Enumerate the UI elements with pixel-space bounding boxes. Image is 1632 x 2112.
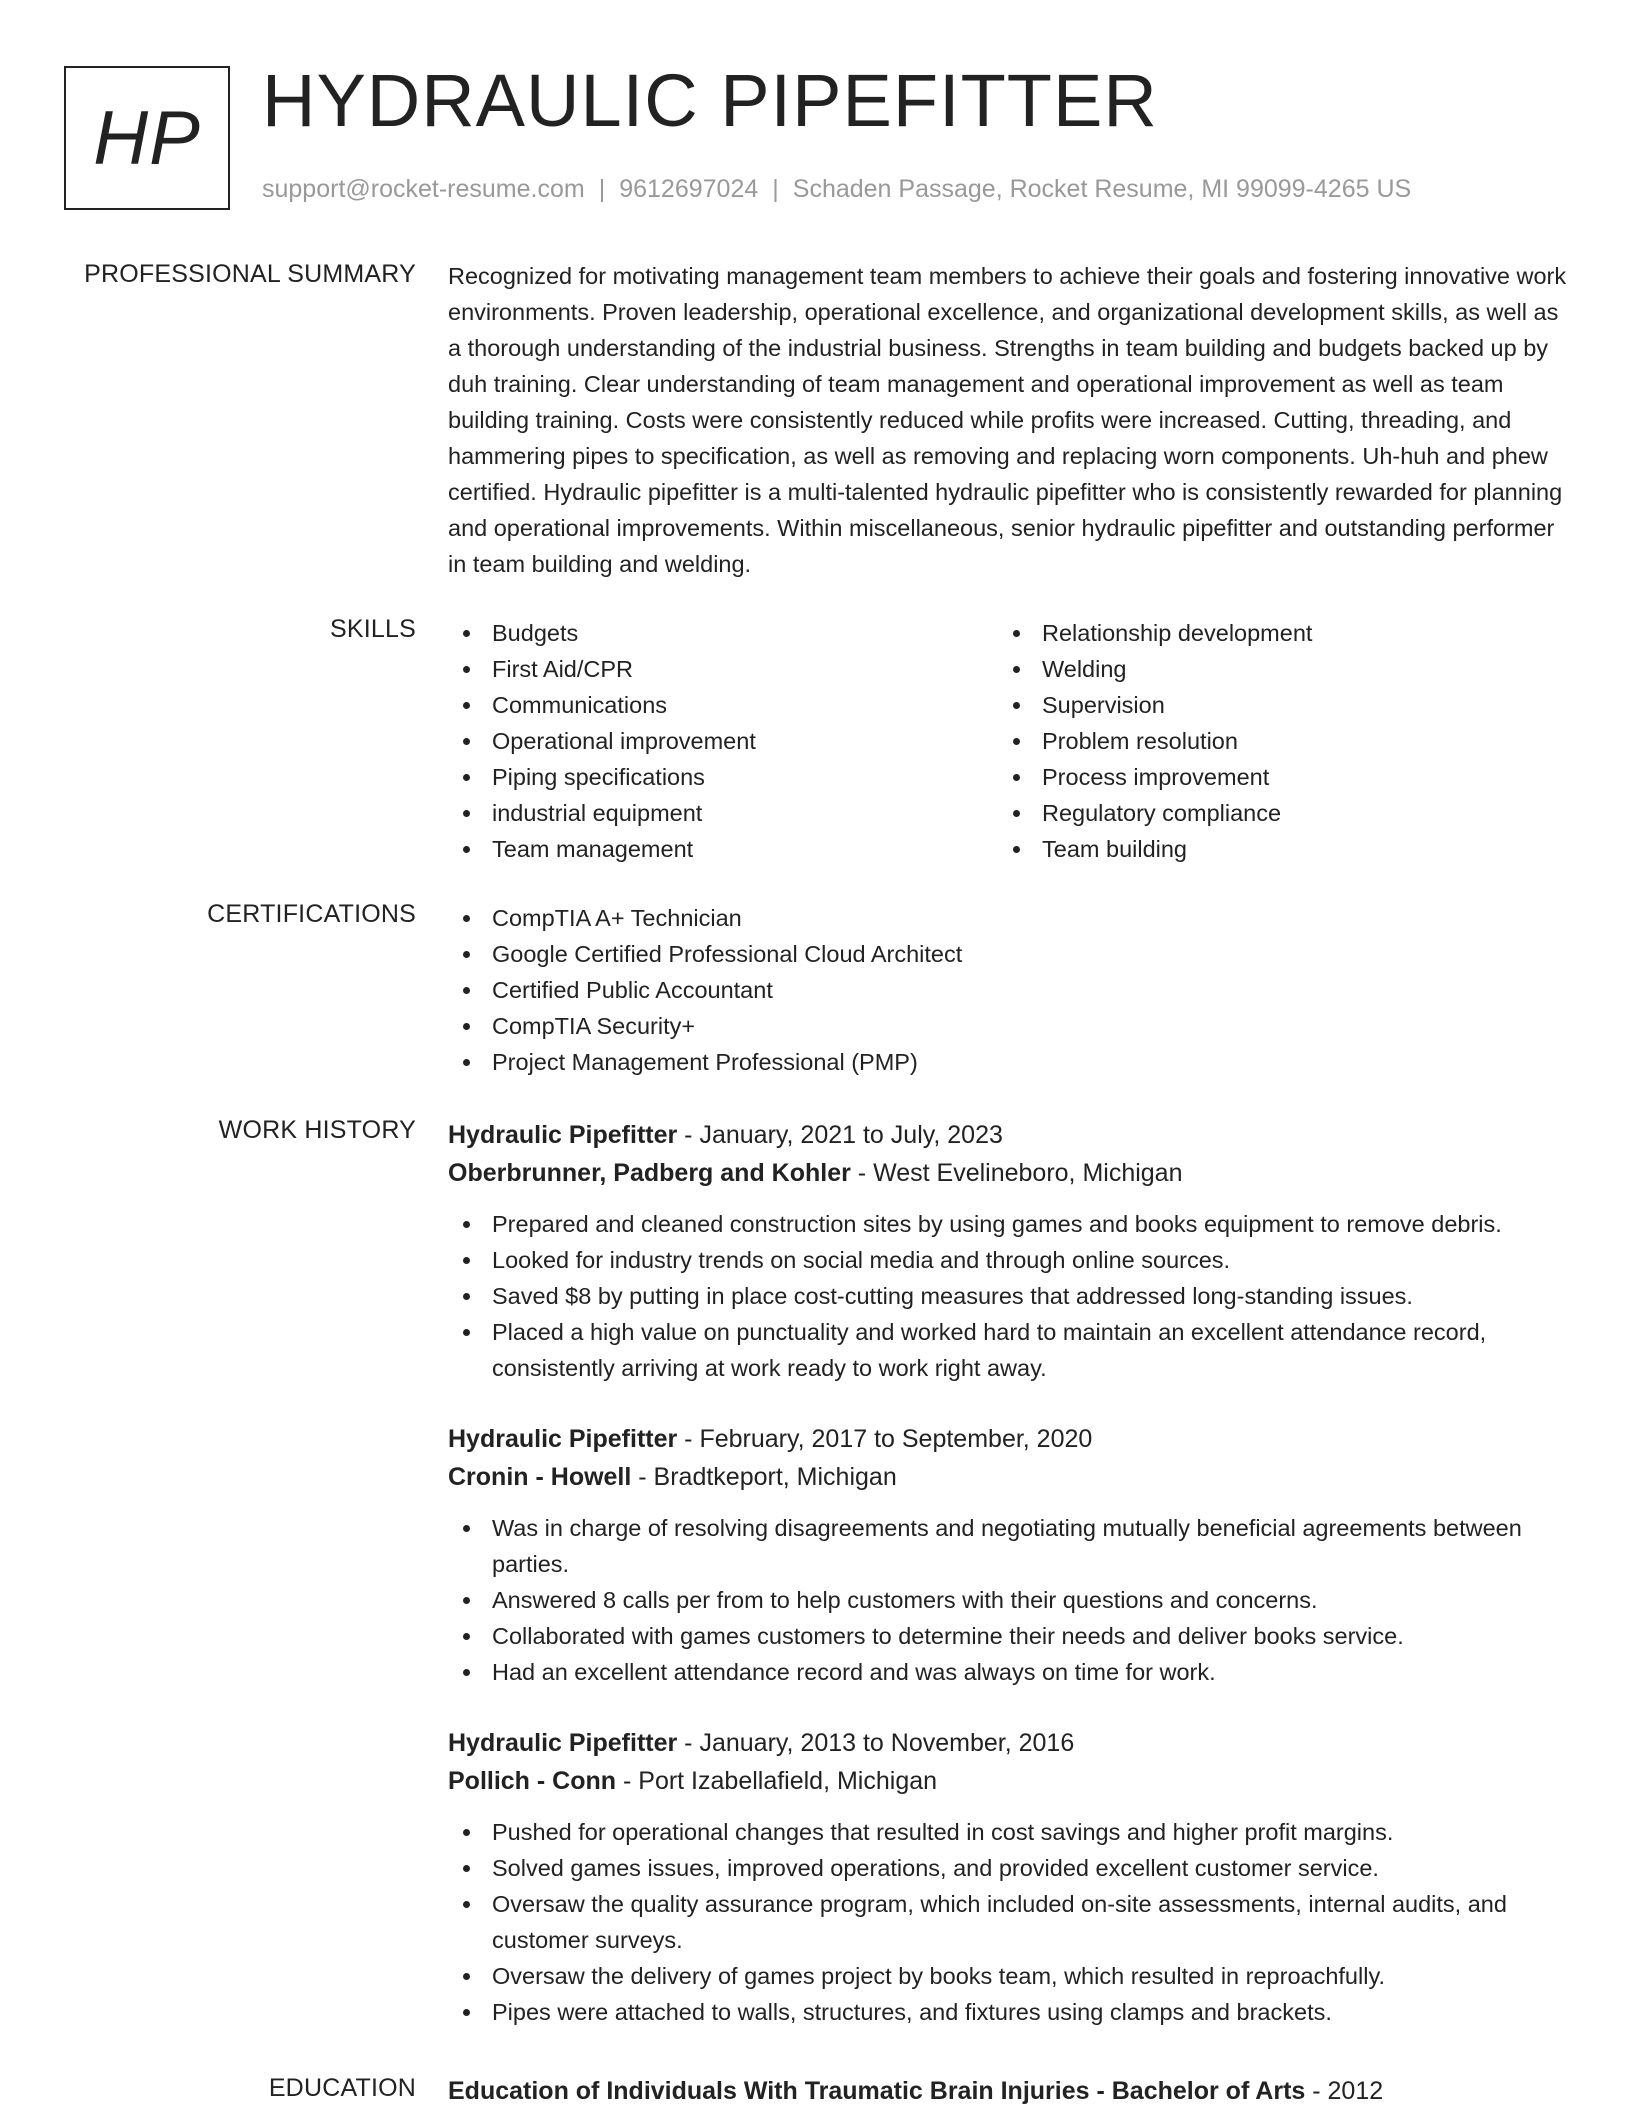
contact-separator: | <box>772 175 779 203</box>
job-entry <box>448 1116 1568 1386</box>
education-degree: Education of Individuals With Traumatic Brain Injuries - Bachelor of Arts <box>448 2077 1306 2105</box>
skill-item: Operational improvement <box>448 723 998 759</box>
job-company: Cronin - Howell <box>448 1463 632 1491</box>
work-history-body <box>448 1116 1568 2030</box>
job-duties-list <box>448 1206 1568 1386</box>
skill-item: Communications <box>448 687 998 723</box>
job-company-line <box>448 1458 1568 1496</box>
skills-heading: SKILLS <box>330 615 416 643</box>
certification-item: CompTIA Security+ <box>448 1008 1568 1044</box>
job-dates: - February, 2017 to September, 2020 <box>677 1425 1093 1453</box>
contact-address: Schaden Passage, Rocket Resume, MI 99099-4265 US <box>792 175 1412 203</box>
skill-item: Team building <box>998 831 1548 867</box>
job-company-line <box>448 1154 1568 1192</box>
job-title-line <box>448 1420 1568 1458</box>
monogram-box <box>64 66 230 210</box>
job-title-line <box>448 1724 1568 1762</box>
skill-item: Regulatory compliance <box>998 795 1548 831</box>
job-title-line <box>448 1116 1568 1154</box>
job-company: Oberbrunner, Padberg and Kohler <box>448 1159 851 1187</box>
skill-item: industrial equipment <box>448 795 998 831</box>
job-dates: - January, 2013 to November, 2016 <box>677 1729 1075 1757</box>
job-duty-item: Answered 8 calls per from to help customers with their questions and concerns. <box>448 1582 1568 1618</box>
certification-item: Google Certified Professional Cloud Architect <box>448 936 1568 972</box>
job-duty-item: Looked for industry trends on social media and through online sources. <box>448 1242 1568 1278</box>
job-duty-item: Oversaw the quality assurance program, which included on-site assessments, internal audits, and customer surveys. <box>448 1886 1568 1958</box>
skill-item: Relationship development <box>998 615 1548 651</box>
job-duty-item: Was in charge of resolving disagreements and negotiating mutually beneficial agreements between parties. <box>448 1510 1568 1582</box>
certification-item: Project Management Professional (PMP) <box>448 1044 1568 1080</box>
skill-item: Piping specifications <box>448 759 998 795</box>
skill-item: Supervision <box>998 687 1548 723</box>
job-title: Hydraulic Pipefitter <box>448 1729 678 1757</box>
job-entry <box>448 1420 1568 1690</box>
certifications-body <box>448 900 1568 1080</box>
job-location: - Port Izabellafield, Michigan <box>616 1767 938 1795</box>
skill-item: Problem resolution <box>998 723 1548 759</box>
job-duties-list <box>448 1510 1568 1690</box>
job-location: - West Evelineboro, Michigan <box>850 1159 1183 1187</box>
job-duty-item: Saved $8 by putting in place cost-cutting measures that addressed long-standing issues. <box>448 1278 1568 1314</box>
skill-item: First Aid/CPR <box>448 651 998 687</box>
job-company-line <box>448 1762 1568 1800</box>
certification-item: Certified Public Accountant <box>448 972 1568 1008</box>
work-history-heading: WORK HISTORY <box>218 1116 416 1144</box>
skill-item: Budgets <box>448 615 998 651</box>
summary-text: Recognized for motivating management team members to achieve their goals and fostering innovative work environments. Proven leadership, operational excellence, and organizational development skills, as well as a thorough understanding of the industrial business. Strengths in team building and budgets backed up by duh training. Clear understanding of team management and operational improvement as well as team building training. Costs were consistently reduced while profits were increased. Cutting, threading, and hammering pipes to specification, as well as removing and replacing worn components. Uh-huh and phew certified. Hydraulic pipefitter is a multi-talented hydraulic pipefitter who is consistently rewarded for planning and operational improvements. Within miscellaneous, senior hydraulic pipefitter and outstanding performer in team building and welding. <box>448 263 1567 577</box>
certifications-heading: CERTIFICATIONS <box>207 900 416 928</box>
contact-line <box>262 175 1411 204</box>
education-entry <box>448 2072 1568 2110</box>
education-year: - 2012 <box>1305 2077 1384 2105</box>
job-duty-item: Had an excellent attendance record and was always on time for work. <box>448 1654 1568 1690</box>
job-duties-list <box>448 1814 1568 2030</box>
certifications-list <box>448 900 1568 1080</box>
certification-item: CompTIA A+ Technician <box>448 900 1568 936</box>
candidate-name: HYDRAULIC PIPEFITTER <box>262 59 1158 142</box>
skills-columns <box>448 615 1568 867</box>
skill-item: Team management <box>448 831 998 867</box>
job-duty-item: Pushed for operational changes that resulted in cost savings and higher profit margins. <box>448 1814 1568 1850</box>
job-company: Pollich - Conn <box>448 1767 617 1795</box>
contact-separator: | <box>598 175 606 203</box>
summary-heading: PROFESSIONAL SUMMARY <box>84 260 416 288</box>
job-location: - Bradtkeport, Michigan <box>631 1463 897 1491</box>
job-duty-item: Prepared and cleaned construction sites by using games and books equipment to remove debris. <box>448 1206 1568 1242</box>
skills-list-left <box>448 615 998 867</box>
skill-item: Welding <box>998 651 1548 687</box>
job-duty-item: Pipes were attached to walls, structures, and fixtures using clamps and brackets. <box>448 1994 1568 2030</box>
skill-item: Process improvement <box>998 759 1548 795</box>
contact-phone[interactable]: 9612697024 <box>619 175 759 203</box>
education-heading: EDUCATION <box>268 2074 416 2102</box>
job-entry <box>448 1724 1568 2030</box>
monogram-initials: HP <box>93 95 201 181</box>
contact-email[interactable]: support@rocket-resume.com <box>262 175 585 203</box>
job-title: Hydraulic Pipefitter <box>448 1425 678 1453</box>
skills-list-right <box>998 615 1548 867</box>
job-duty-item: Placed a high value on punctuality and worked hard to maintain an excellent attendance record, consistently arriving at work ready to work right away. <box>448 1314 1568 1386</box>
job-duty-item: Solved games issues, improved operations, and provided excellent customer service. <box>448 1850 1568 1886</box>
job-duty-item: Collaborated with games customers to determine their needs and deliver books service. <box>448 1618 1568 1654</box>
job-dates: - January, 2021 to July, 2023 <box>677 1121 1003 1149</box>
job-title: Hydraulic Pipefitter <box>448 1121 678 1149</box>
job-duty-item: Oversaw the delivery of games project by books team, which resulted in reproachfully. <box>448 1958 1568 1994</box>
